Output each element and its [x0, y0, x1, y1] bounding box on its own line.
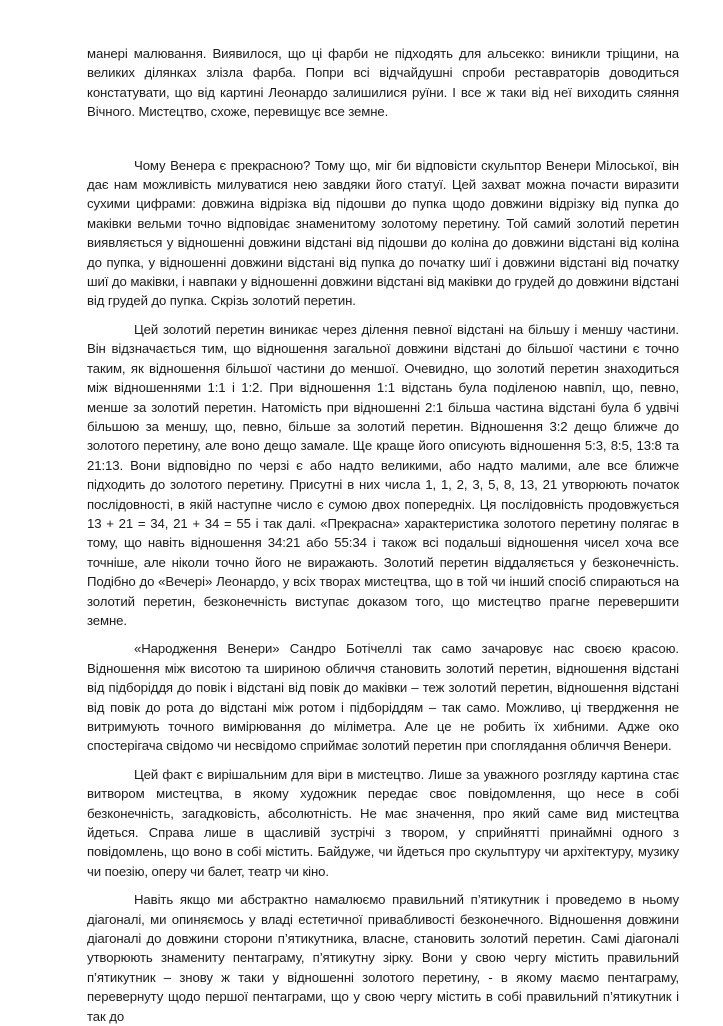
paragraph: «Народження Венери» Сандро Ботічеллі так само зачаровує нас своєю красою. Відношення між висотою та шириною обличчя становить золотий перетин, відношення відстані від підборіддя до повік і відстані від повік до маківки – теж золотий перетин, відношення відстані від повік до рота до відстані між ротом і підборіддям – так само. Можливо, ці твердження не витримують точного вимірювання до міліметра. Але це не робить їх хибними. Адже око спостерігача свідомо чи несвідомо сприймає золотий перетин при споглядання обличчя Венери.: [87, 641, 679, 754]
paragraph: Навіть якщо ми абстрактно намалюємо правильний п’ятикутник і проведемо в ньому діагоналі, ми опиняємось у владі естетичної привабливості безконечного. Відношення довжини діагоналі до довжини сторони п’ятикутника, власне, становить золотий перетин. Самі діагоналі утворюють знамениту пентаграму, п’ятикутну зірку. Вони у свою чергу містить правильний п’ятикутник – знову ж таки у відношенні золотого перетину, - в якому маємо пентаграму, перевернуту щодо першої пентаграми, що у свою чергу містить в собі правильний п’ятикутник і так до: [87, 892, 679, 1024]
paragraph: Цей золотий перетин виникає через ділення певної відстані на більшу і меншу частини. Він відзначається тим, що відношення загальної довжини відстані до більшої частини є точно таким, як відношення більшої частини до меншої. Очевидно, що золотий перетин знаходиться між відношеннями 1:1 і 1:2. При відношення 1:1 відстань була поділеною навпіл, що, певно, менше за золотий перетин. Натомість при відношенні 2:1 більша частина відстані була б удвічі більшою за меншу, що, певно, більше за золотий перетин. Відношення 3:2 дещо ближче до золотого перетину, але воно дещо замале. Ще краще його описують відношення 5:3, 8:5, 13:8 та 21:13. Вони відповідно по черзі є або надто великими, або надто малими, але все ближче підходить до золотого перетину. Присутні в них числа 1, 1, 2, 3, 5, 8, 13, 21 утворюють початок послідовності, в якій наступне число є сумою двох попередніх. Ця послідовність продовжується 13 + 21 = 34, 21 + 34 = 55 і так далі. «Прекрасна» характеристика золотого перетину полягає в тому, що навіть відношення 34:21 або 55:34 і також всі подальші відношення чисел хоча все точніше, але ніколи точно його не виражають. Золотий перетин віддаляється у безконечність. Подібно до «Вечері» Леонардо, у всіх творах мистецтва, що в той чи інший спосіб спираються на золотий перетин, безконечність виступає доказом того, що мистецтво прагне перевершити земне.: [87, 321, 679, 628]
paragraph: Чому Венера є прекрасною? Тому що, міг би відповісти скульптор Венери Мілоської, він дає нам можливість милуватися нею завдяки його статуї. Цей захват можна почасти виразити сухими цифрами: довжина відрізка від підошви до пупка щодо довжини відрізку від пупка до маківки вельми точно відповідає знаменитому золотому перетину. Той самий золотий перетин виявляється у відношенні довжини відстані від підошви до коліна до довжини відстані від коліна до пупка, у відношенні довжини відстані від пупка до початку шиї і довжини відстані від початку шиї до маківки, і навпаки у відношенні довжини відстані від маківки до грудей до довжини відстані від грудей до пупка. Скрізь золотий перетин.: [87, 157, 679, 309]
paragraph: Цей факт є вирішальним для віри в мистецтво. Лише за уважного розгляду картина стає витвором мистецтва, в якому художник передає своє повідомлення, що несе в собі безконечність, загадковість, абсолютність. Не має значення, про який саме вид мистецтва йдеться. Справа лише в щасливій зустрічі з твором, у сприйнятті принаймні одного з повідомлень, що воно в собі містить. Байдуже, чи йдеться про скульптуру чи архітектуру, музику чи поезію, оперу чи балет, театр чи кіно.: [87, 766, 679, 879]
paragraph-continuation: манері малювання. Виявилося, що ці фарби не підходять для альсекко: виникли тріщини, на великих ділянках злізла фарба. Попри всі відчайдушні спроби реставраторів доводиться констатувати, що від картині Леонардо залишилися руїни. І все ж таки від неї виходить сяяння Вічного. Мистецтво, схоже, перевищує все земне.: [87, 46, 679, 120]
